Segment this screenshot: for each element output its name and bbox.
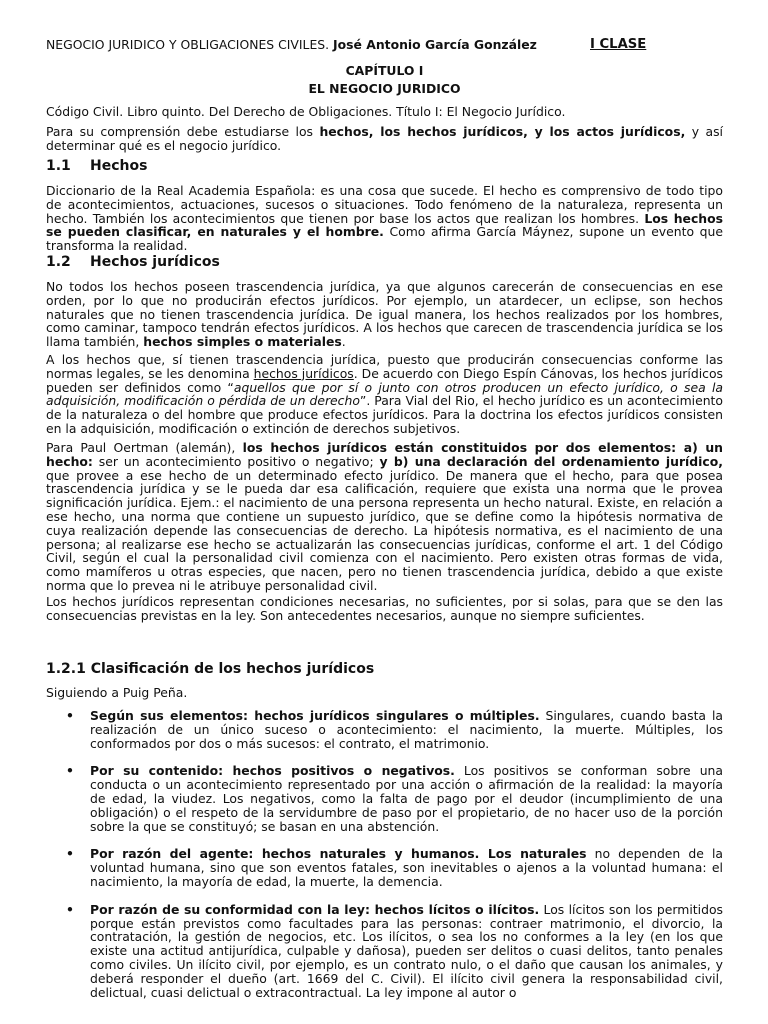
bullet-icon: •: [66, 708, 74, 723]
paragraph-condiciones: Los hechos jurídicos representan condiciones necesarias, no suficientes, por si solas, para que se den las consecuencias previstas en la ley. Son antecedentes necesarios, aunque no siempre suficientes.: [46, 594, 723, 623]
list-item: • Por su contenido: hechos positivos o negativos. Los positivos se conforman sobre una conducta o un acontecimiento representado por una acción o afirmación de la realidad: la mayoría de edad, la viudez. Los negativos, como la falta de pago por el deudor (incumplimiento de una obligación) o el respeto de la servidumbre de paso por el propietario, de no hacer uso de la porción sobre la que se constituyó; se basan en una abstención.: [66, 763, 723, 834]
list-item: • Por razón de su conformidad con la ley: hechos lícitos o ilícitos. Los lícitos son los permitidos porque están previstos como facultades para las personas: contraer matrimonio, el divorcio, la contratación, la gestión de negocios, etc. Los ilícitos, o sea los no conformes a la ley (en los que existe una actitud antijurídica, culpable y dañosa), pueden ser delitos o cuasi delitos, tanto penales como civiles. Un ilícito civil, por ejemplo, es un contrato nulo, o el daño que causan los animales, y deberá responder el dueño (art. 1669 del C. Civil). El ilícito civil genera la responsabilidad civil, delictual, cuasi delictual o extracontractual. La ley impone al autor o: [66, 901, 723, 1000]
bullet-icon: •: [66, 846, 74, 862]
class-label: I CLASE: [590, 37, 647, 52]
intro-line: Código Civil. Libro quinto. Del Derecho de Obligaciones. Título I: El Negocio Jurídico.: [46, 104, 566, 119]
course-title: NEGOCIO JURIDICO Y OBLIGACIONES CIVILES.: [46, 37, 330, 52]
list-item: • Por razón del agente: hechos naturales y humanos. Los naturales no dependen de la voluntad humana, sino que son eventos fatales, son inevitables o ajenos a la voluntad humana: el nacimiento, la mayoría de edad, la muerte, la demencia.: [66, 846, 723, 889]
chapter-title: EL NEGOCIO JURIDICO: [308, 81, 461, 96]
chapter-number: CAPÍTULO I: [345, 63, 424, 78]
paragraph-hechos-juridicos-2: A los hechos que, sí tienen trascendencia jurídica, puesto que producirán consecuencias conforme las normas legales, se les denomina hechos jurídicos. De acuerdo con Diego Espín Cánovas, los hechos jurídicos pueden ser definidos como “aquellos que por sí o junto con otros producen un efecto jurídico, o sea la adquisición, modificación o pérdida de un derecho”. Para Vial del Rio, el hecho jurídico es un acontecimiento de la naturaleza o del hombre que produce efectos jurídicos. Para la doctrina los efectos jurídicos consisten en la adquisición, modificación o extinción de derechos subjetivos.: [46, 352, 723, 436]
bullet-icon: •: [66, 763, 74, 779]
paragraph-hechos: Diccionario de la Real Academia Española: es una cosa que sucede. El hecho es comprensivo de todo tipo de acontecimientos, actuaciones, sucesos o situaciones. Todo fenómeno de la naturaleza, representa un hecho. También los acontecimientos que tienen por base los actos que realizan los hombres. Los hechos se pueden clasificar, en naturales y el hombre. Como afirma García Máynez, supone un evento que transforma la realidad.: [46, 183, 724, 254]
author-name: José Antonio García González: [333, 37, 537, 52]
section-heading-hechos-juridicos: 1.2 Hechos jurídicos: [46, 254, 220, 270]
bullet-icon: •: [66, 901, 74, 917]
subsection-heading-clasificacion: 1.2.1 Clasificación de los hechos jurídicos: [46, 661, 375, 677]
intro-paragraph: Para su comprensión debe estudiarse los hechos, los hechos jurídicos, y los actos jurídicos, y así determinar qué es el negocio jurídico.: [46, 124, 723, 153]
list-item: • Según sus elementos: hechos jurídicos singulares o múltiples. Singulares, cuando basta la realización de un único suceso o acontecimiento: el nacimiento, la muerte. Múltiples, los conformados por dos o más sucesos: el contrato, el matrimonio.: [66, 708, 724, 751]
section-heading-hechos: 1.1 Hechos: [46, 158, 148, 174]
paragraph-oertman: Para Paul Oertman (alemán), los hechos jurídicos están constituidos por dos elementos: a) un hecho: ser un acontecimiento positivo o negativo; y b) una declaración del ordenamiento jurídico, que provee a ese hecho de un determinado efecto jurídico. De manera que el hecho, para que posea trascendencia jurídica y se le pueda dar esa calificación, requiere que exista una norma que le provea significación jurídica. Ejem.: el nacimiento de una persona representa un hecho natural. Existe, en relación a ese hecho, una norma que contiene un supuesto jurídico, que se define como la hipótesis normativa de cuya realización depende las consecuencias de derecho. La hipótesis normativa, es el nacimiento de una persona; al realizarse ese hecho se actualizarán las consecuencias jurídicas, conforme el art. 1 del Código Civil, según el cual la personalidad civil comienza con el nacimiento. Pero existen otras formas de vida, como mamíferos u otras especies, que nacen, pero no tienen trascendencia jurídica, debido a que existe norma que lo prevea ni le atribuye personalidad civil.: [46, 440, 723, 593]
running-header: [46, 38, 723, 54]
paragraph-puig-pena: Siguiendo a Puig Peña.: [46, 685, 188, 700]
paragraph-hechos-juridicos-1: No todos los hechos poseen trascendencia jurídica, ya que algunos carecerán de consecuencias en ese orden, por lo que no producirán efectos jurídicos. Por ejemplo, un atardecer, un eclipse, son hechos naturales que no tienen trascendencia jurídica. De igual manera, los hechos realizados por los hombres, como caminar, tampoco tendrán efectos jurídicos. A los hechos que carecen de trascendencia jurídica se los llama también, hechos simples o materiales.: [46, 279, 723, 350]
classification-list: [46, 709, 723, 1013]
